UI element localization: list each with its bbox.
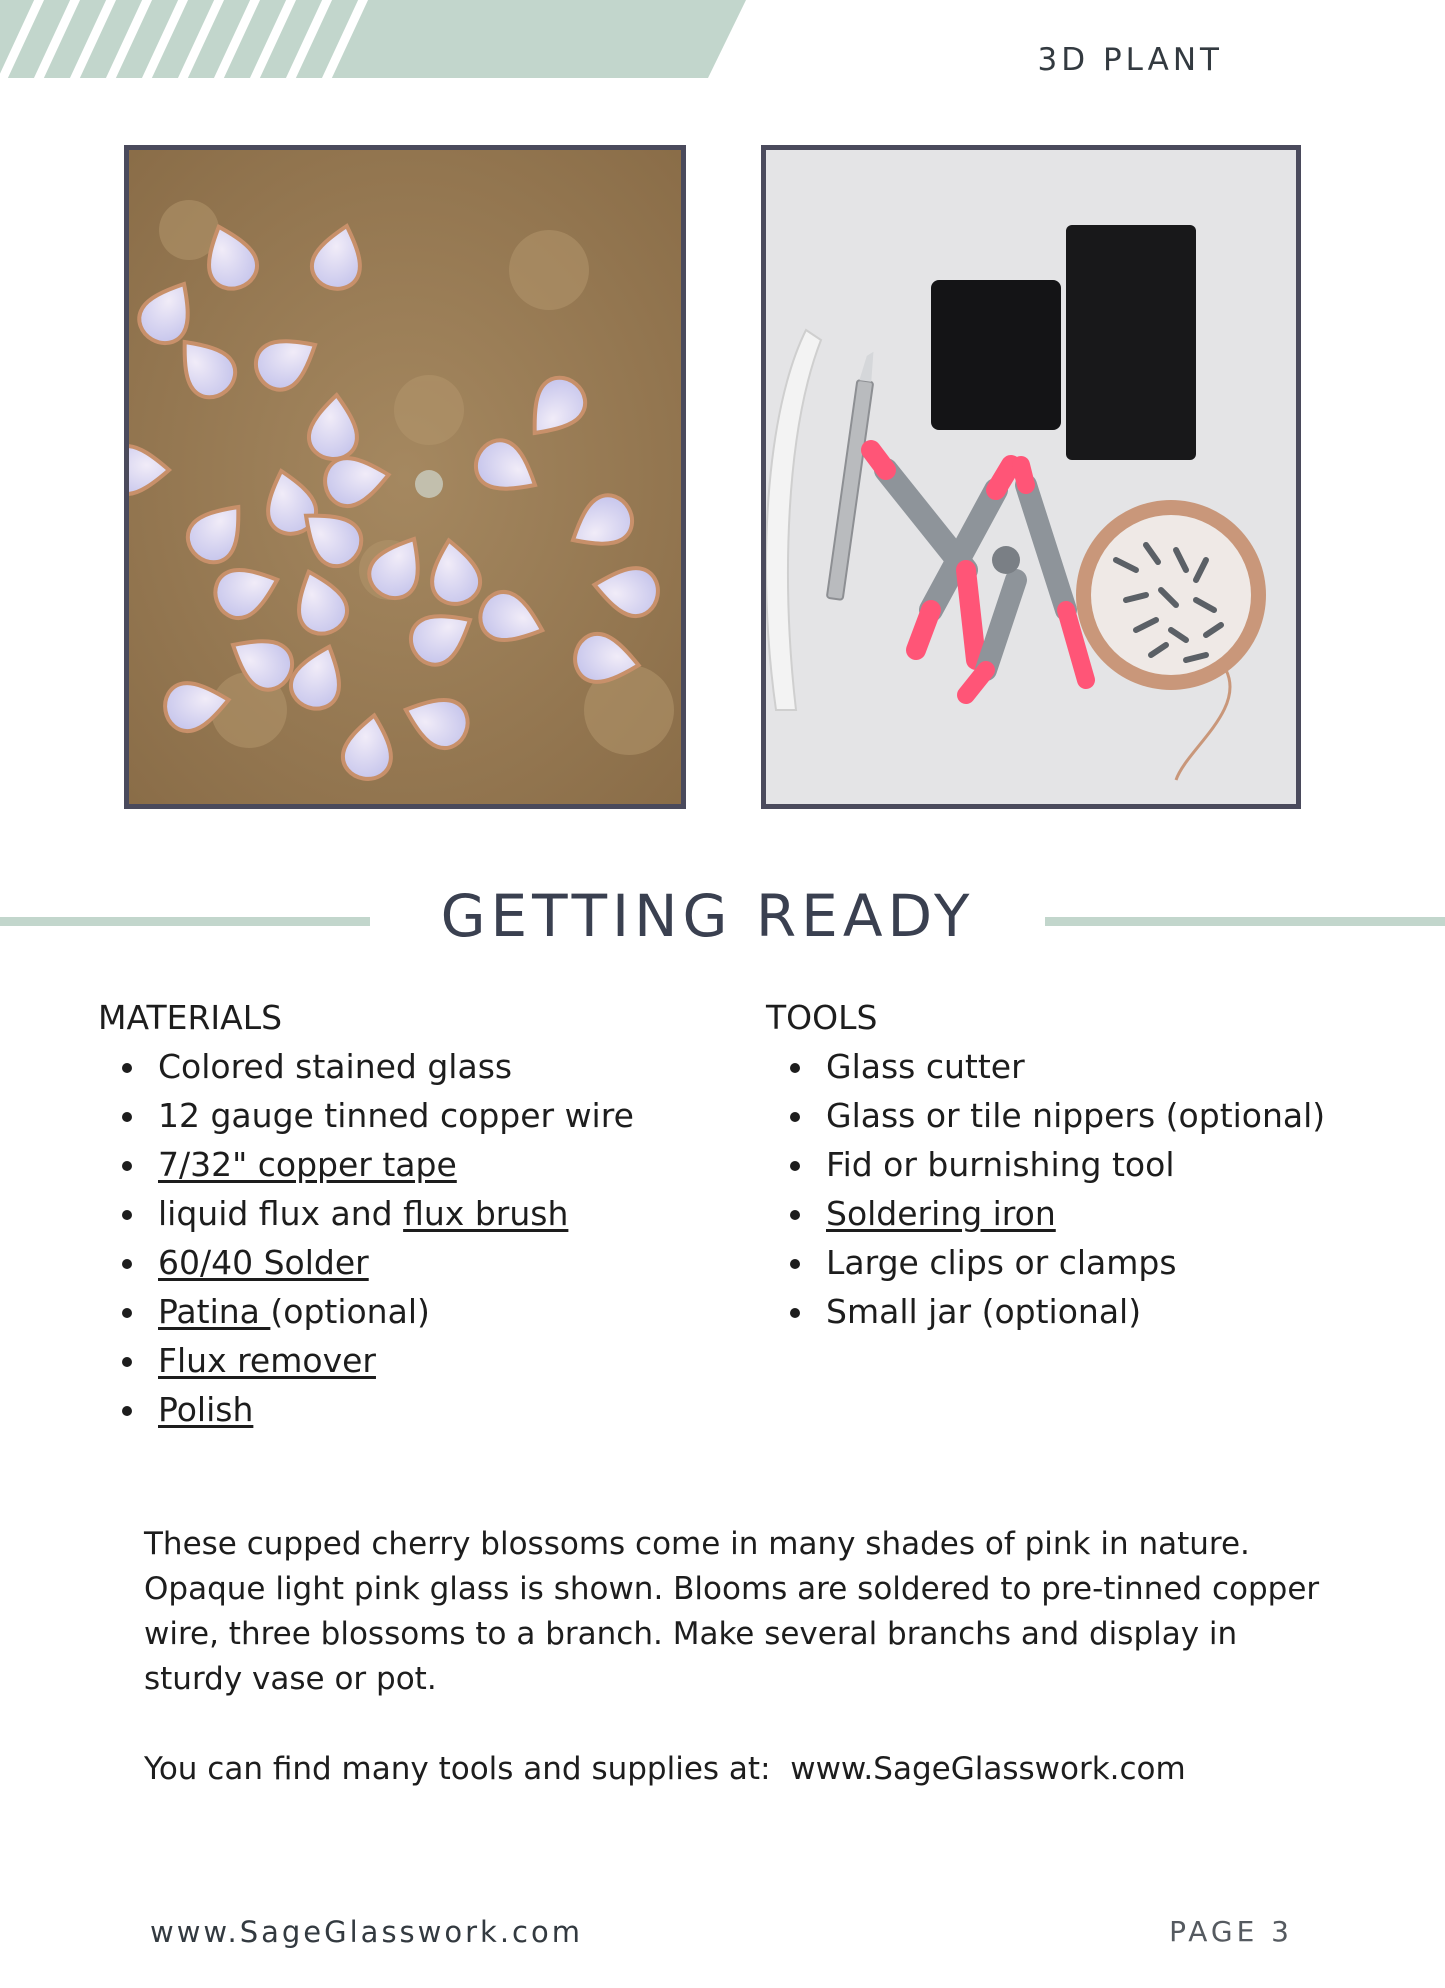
document-header-label: 3D PLANT (1037, 42, 1223, 78)
list-item: Fid or burnishing tool (766, 1140, 1406, 1189)
list-item: Colored stained glass (98, 1042, 718, 1091)
list-item: Patina (optional) (98, 1287, 718, 1336)
title-rule-left (0, 917, 370, 926)
list-item (98, 1238, 718, 1287)
list-item: Large clips or clamps (766, 1238, 1406, 1287)
title-rule-right (1045, 917, 1445, 926)
description-paragraph: These cupped cherry blossoms come in many shades of pink in nature. Opaque light pink glass is shown. Blooms are soldered to pre-tinned copper wire, three blossoms to a branch. Make several branchs and display in sturdy vase or pot. (144, 1526, 1320, 1697)
tools-column (766, 993, 1406, 1336)
section-title: GETTING READY (440, 882, 975, 950)
flux-remover-link[interactable]: Flux remover (158, 1341, 376, 1380)
materials-list (98, 1042, 718, 1434)
photo-foiled-petals (124, 145, 686, 809)
list-item (766, 1189, 1406, 1238)
supplies-line: You can find many tools and supplies at: www.SageGlasswork.com (144, 1751, 1186, 1787)
list-item: liquid flux and flux brush (98, 1189, 718, 1238)
list-item: 12 gauge tinned copper wire (98, 1091, 718, 1140)
footer-website: www.SageGlasswork.com (150, 1915, 583, 1949)
solder-link[interactable]: 60/40 Solder (158, 1243, 369, 1282)
patina-link[interactable]: Patina (158, 1292, 271, 1331)
copper-tape-link[interactable]: 7/32" copper tape (158, 1145, 457, 1184)
tools-heading: TOOLS (766, 998, 878, 1037)
tools-list (766, 1042, 1406, 1336)
header-banner (0, 0, 760, 78)
list-item (98, 1140, 718, 1189)
page-number: PAGE 3 (1169, 1915, 1293, 1948)
polish-link[interactable]: Polish (158, 1390, 254, 1429)
list-item: Small jar (optional) (766, 1287, 1406, 1336)
photo-tools (761, 145, 1301, 809)
list-item (98, 1336, 718, 1385)
list-item: Glass or tile nippers (optional) (766, 1091, 1406, 1140)
list-item: Glass cutter (766, 1042, 1406, 1091)
materials-column (98, 993, 718, 1434)
materials-heading: MATERIALS (98, 998, 283, 1037)
flux-brush-link[interactable]: flux brush (403, 1194, 569, 1233)
list-item (98, 1385, 718, 1434)
soldering-iron-link[interactable]: Soldering iron (826, 1194, 1056, 1233)
